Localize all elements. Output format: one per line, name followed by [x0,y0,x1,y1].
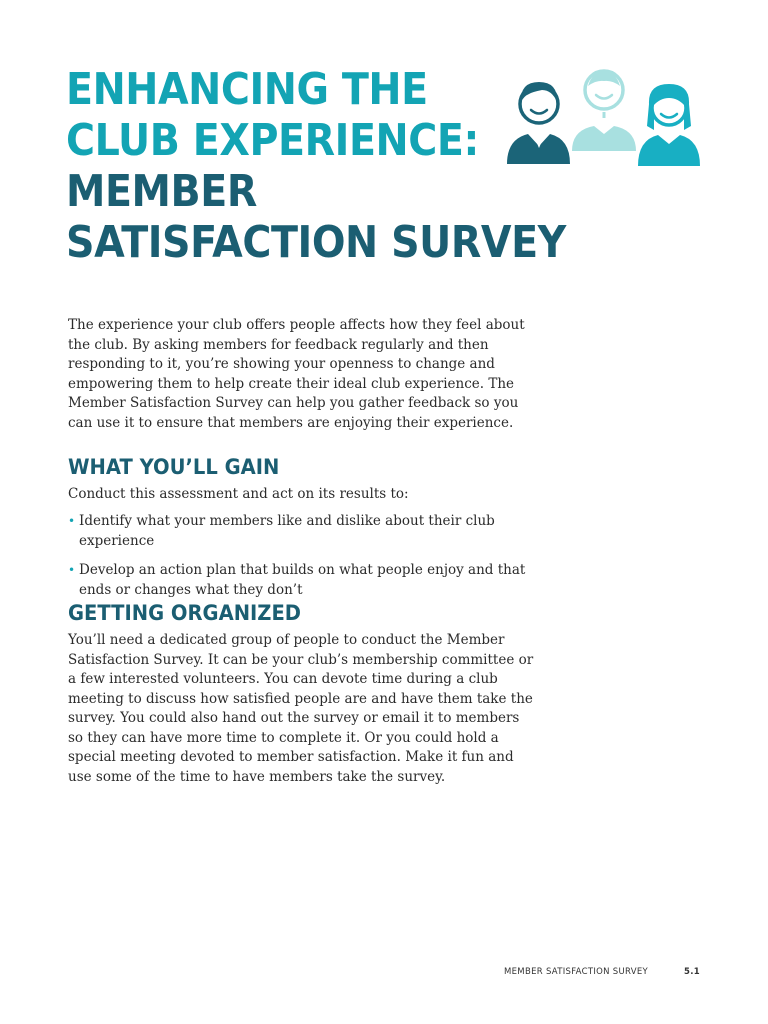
page-title [66,64,566,268]
organized-paragraph: You’ll need a dedicated group of people to conduct the Member Satisfaction Survey. It can be your club’s membership committee or a few interested volunteers. You can devote time during a club meeting to discuss how satisfied people are and have them take the survey. You could also hand out the survey or email it to members so they can have more time to complete it. Or you could hold a special meeting devoted to member satisfaction. Make it fun and use some of the time to have members take the survey. [68,632,534,785]
title-line-4: SATISFACTION SURVEY [66,217,566,268]
list-item [68,512,548,551]
footer-label: MEMBER SATISFACTION SURVEY [504,967,649,977]
section-heading-organized: GETTING ORGANIZED [68,601,302,625]
bullet-text: Identify what your members like and dislike about their club experience [79,513,495,549]
title-line-1: ENHANCING THE [66,64,428,115]
title-line-3: MEMBER [66,166,257,217]
bullet-text: Develop an action plan that builds on what people enjoy and that ends or changes what they don’t [79,562,526,598]
people-illustration [502,64,706,170]
gain-lead-text: Conduct this assessment and act on its results to: [68,486,409,502]
list-item [68,561,548,600]
bullet-dot-icon: • [68,563,76,577]
page-number: 5.1 [684,967,700,977]
title-line-2: CLUB EXPERIENCE: [66,115,479,166]
man-avatar-icon [507,82,570,164]
gain-bullet-list [68,512,548,610]
woman-avatar-icon [638,84,700,166]
section-heading-gain: WHAT YOU’LL GAIN [68,455,280,479]
intro-paragraph: The experience your club offers people affects how they feel about the club. By asking members for feedback regularly and then responding to it, you’re showing your openness to change and empowering them to help create their ideal club experience. The Member Satisfaction Survey can help you gather feedback so you can use it to ensure that members are enjoying their experience. [68,317,525,431]
person-avatar-icon [572,71,636,151]
bullet-dot-icon: • [68,514,76,528]
